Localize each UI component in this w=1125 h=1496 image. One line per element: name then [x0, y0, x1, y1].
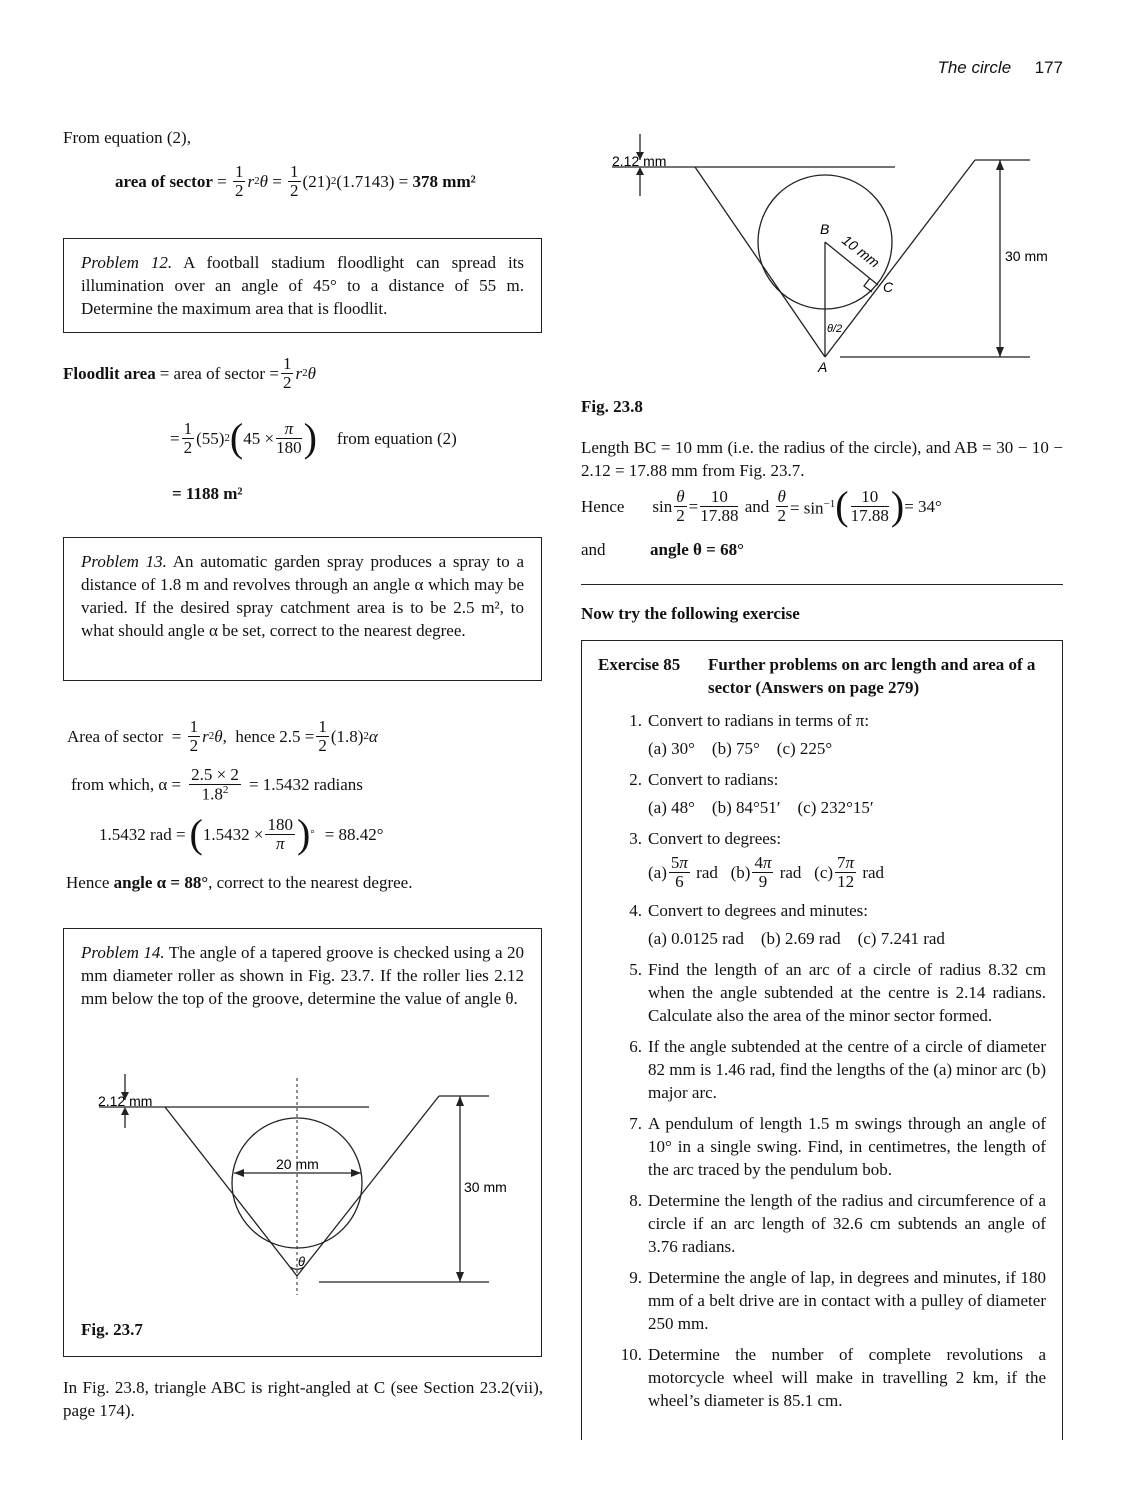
label-C: C: [883, 279, 894, 295]
deg-result: = 88.42°: [324, 824, 384, 844]
exercise-item-number: 2.: [629, 770, 642, 789]
exercise-item-parts: (a) 48° (b) 84°51′ (c) 232°15′: [648, 798, 874, 817]
exercise-item: [598, 1189, 1046, 1258]
exercise-title: Further problems on arc length and area of a sector (Answers on page 279): [708, 655, 1036, 697]
area-sector-equation: area of sector = $\frac{1}{2}$ r 2 θ = $\frac{1}{2}$ (21) 2 (1.7143) = 378 mm²: [115, 162, 476, 200]
exercise-item-text: Determine the number of complete revolutions a motorcycle wheel will make in travelling 2 km, if the wheel’s diameter is 85.1 cm.: [648, 1344, 1046, 1410]
groove-wall-right: [297, 1096, 439, 1276]
exercise-item: [598, 1266, 1046, 1335]
exercise-list: [598, 709, 1046, 1412]
exercise-item: [598, 1112, 1046, 1181]
exercise-item-number: 10.: [620, 1344, 642, 1364]
from-equation-2: from equation (2): [336, 428, 457, 448]
exercise-item: [598, 709, 1046, 760]
exercise-item: [598, 899, 1046, 950]
from-which-label: from which, α =: [71, 775, 182, 795]
hence-label-right: Hence: [581, 496, 625, 516]
area-sector-result: 378 mm²: [412, 171, 476, 191]
label-theta2: θ/2: [827, 323, 843, 335]
exercise-item-number: 6.: [629, 1036, 642, 1056]
problem-13-box: [63, 537, 542, 681]
label-212-fig238: 2.12 mm: [612, 153, 667, 169]
running-header: [937, 58, 1063, 78]
exercise-item-text: Find the length of an arc of a circle of radius 8.32 cm when the angle subtended at the centre is 2.14 radians. Calculate also the area of the minor sector formed.: [648, 959, 1046, 1025]
hence-angle-line: [66, 871, 412, 894]
exercise-item-number: 1.: [629, 711, 642, 730]
label-30-fig238: 30 mm: [1005, 248, 1048, 264]
exercise-header: [598, 653, 1046, 699]
groove-wall-right: [825, 160, 975, 357]
label-B: B: [820, 221, 830, 237]
bottom-text: In Fig. 23.8, triangle ABC is right-angled at C (see Section 23.2(vii), page 174).: [63, 1378, 543, 1420]
exercise-item: [598, 1035, 1046, 1104]
page-number: 177: [1034, 58, 1063, 77]
fig-23-8-caption: Fig. 23.8: [581, 397, 643, 416]
floodlit-equation: Floodlit area = area of sector = $\frac{1}{2}$ r 2 θ: [63, 354, 316, 392]
exercise-item-text: Determine the angle of lap, in degrees and minutes, if 180 mm of a belt drive are in contact with a pulley of diameter 250 mm.: [648, 1267, 1046, 1333]
section-divider: [581, 584, 1063, 585]
fig-23-7-caption: Fig. 23.7: [81, 1320, 143, 1339]
exercise-label: Exercise 85: [598, 655, 681, 674]
exercise-item-text: Convert to degrees and minutes: (a) 0.0125 rad (b) 2.69 rad (c) 7.241 rad: [648, 899, 1046, 950]
groove-wall-left: [165, 1107, 297, 1276]
exercise-item-text: Convert to radians in terms of π: (a) 30° (b) 75° (c) 225°: [648, 709, 1046, 760]
rad-label: 1.5432 rad =: [99, 824, 186, 844]
eq-result: = 34°: [904, 496, 942, 516]
from-which-line: from which, α = $\frac{2.5 \times 2}{1.8^2}$ = 1.5432 radians: [71, 765, 363, 804]
angle-alpha-result: angle α = 88°: [113, 873, 209, 892]
problem-12-box: [63, 238, 542, 333]
exercise-item-number: 8.: [629, 1190, 642, 1210]
exercise-item-text: Convert to radians: (a) 48° (b) 84°51′ (c) 232°15′: [648, 768, 1046, 819]
label-30-fig237: 30 mm: [464, 1179, 507, 1195]
label-20-fig237: 20 mm: [276, 1156, 319, 1172]
label-theta-fig237: θ: [298, 1254, 306, 1269]
label-212-fig237: 2.12 mm: [98, 1093, 153, 1109]
exercise-item: [598, 827, 1046, 891]
problem-12-label: Problem 12.: [81, 253, 173, 272]
problem-12-text: A football stadium floodlight can spread its illumination over an angle of 45° to a distance of 55 m. Determine the maximum area that is floodlit.: [81, 253, 525, 318]
hence-angle-post: , correct to the nearest degree.: [208, 873, 413, 892]
exercise-item-text: If the angle subtended at the centre of a circle of diameter 82 mm is 1.46 rad, find the lengths of the (a) minor arc (b) major arc.: [648, 1036, 1046, 1102]
floodlit-label: Floodlit area: [63, 363, 156, 383]
exercise-item: [598, 768, 1046, 819]
label-10-fig238: 10 mm: [839, 231, 883, 271]
from-equation-text: From equation (2),: [63, 128, 191, 147]
floodlit-result: = 1188 m²: [172, 484, 243, 503]
exercise-item-number: 7.: [629, 1113, 642, 1133]
problem-13-text: An automatic garden spray produces a spray to a distance of 1.8 m and revolves through an angle α which may be varied. If the desired spray catchment area is to be 2.5 m², to what should angle α be set, correct to the nearest degree.: [81, 552, 525, 640]
exercise-item-text: A pendulum of length 1.5 m swings through an angle of 10° in a single swing. Find, in centimetres, the length of the arc traced by the pendulum bob.: [648, 1113, 1046, 1179]
problem-14-label: Problem 14.: [81, 943, 165, 962]
problem-13-label: Problem 13.: [81, 552, 167, 571]
exercise-item-number: 5.: [629, 959, 642, 979]
radians-result: = 1.5432 radians: [248, 775, 363, 795]
hence-label: hence 2.5 =: [235, 726, 315, 746]
exercise-85-box: [581, 640, 1063, 1440]
exercise-item-number: 9.: [629, 1267, 642, 1287]
floodlit-step: = $\frac{1}{2}$ (55) 2 ( 45 × $\frac{\pi}{180}$ ) from equation (2): [170, 415, 457, 460]
area-of-sector-label: Area of sector: [67, 726, 164, 746]
angle-theta-result: angle θ = 68°: [650, 540, 744, 559]
exercise-item-number: 4.: [629, 900, 642, 920]
figure-23-8: [585, 130, 1065, 380]
exercise-item: [598, 1343, 1046, 1412]
and-angle-line: [581, 538, 744, 561]
and-label: and: [581, 540, 606, 559]
exercise-item-number: 3.: [629, 829, 642, 848]
figure-23-7: [64, 1070, 540, 1310]
floodlit-eq: = area of sector =: [159, 363, 279, 383]
exercise-item-parts: (a) 0.0125 rad (b) 2.69 rad (c) 7.241 rad: [648, 928, 945, 948]
hence-sin-line: Hence sin $\frac{\theta}{2}$ = $\frac{10}{17.88}$ and $\frac{\theta}{2}$ = $\sin^{-1}$ ( $\frac{10}{17.88}$ ) = 34°: [581, 483, 942, 528]
groove-wall-left: [695, 167, 825, 357]
area-sector-line: Area of sector = $\frac{1}{2}$ r 2 θ , hence 2.5 = $\frac{1}{2}$ (1.8) 2 α: [67, 717, 378, 755]
area-sector-label: area of sector: [115, 171, 213, 191]
length-text: Length BC = 10 mm (i.e. the radius of the circle), and AB = 30 − 10 − 2.12 = 17.88 mm from Fig. 23.7.: [581, 438, 1063, 480]
label-A: A: [818, 359, 828, 375]
exercise-item-parts: (a) 30° (b) 75° (c) 225°: [648, 739, 833, 758]
now-try-heading: Now try the following exercise: [581, 604, 800, 623]
hence-angle-pre: Hence: [66, 873, 110, 892]
exercise-item-text: Convert to degrees: (a) $\frac{5\pi}{6}$ rad (b) $\frac{4\pi}{9}$ rad (c) $\frac{7\pi}{12}$ rad: [648, 827, 1046, 891]
rad-to-deg-line: 1.5432 rad = ( 1.5432 × $\frac{180}{\pi}$ ) ° = 88.42°: [99, 811, 384, 856]
problem-14-text: The angle of a tapered groove is checked using a 20 mm diameter roller as shown in Fig. 23.7. If the roller lies 2.12 mm below the top of the groove, determine the value of angle θ.: [81, 943, 524, 1008]
exercise-item: [598, 958, 1046, 1027]
exercise-item-fractions: (a) $\frac{5\pi}{6}$ rad (b) $\frac{4\pi}{9}$ rad (c) $\frac{7\pi}{12}$ rad: [648, 853, 885, 891]
exercise-item-text: Determine the length of the radius and circumference of a circle if an arc length of 32.6 cm subtends an angle of 3.76 radians.: [648, 1190, 1046, 1256]
chapter-title: The circle: [937, 58, 1012, 77]
right-angle-mark: [864, 278, 872, 292]
